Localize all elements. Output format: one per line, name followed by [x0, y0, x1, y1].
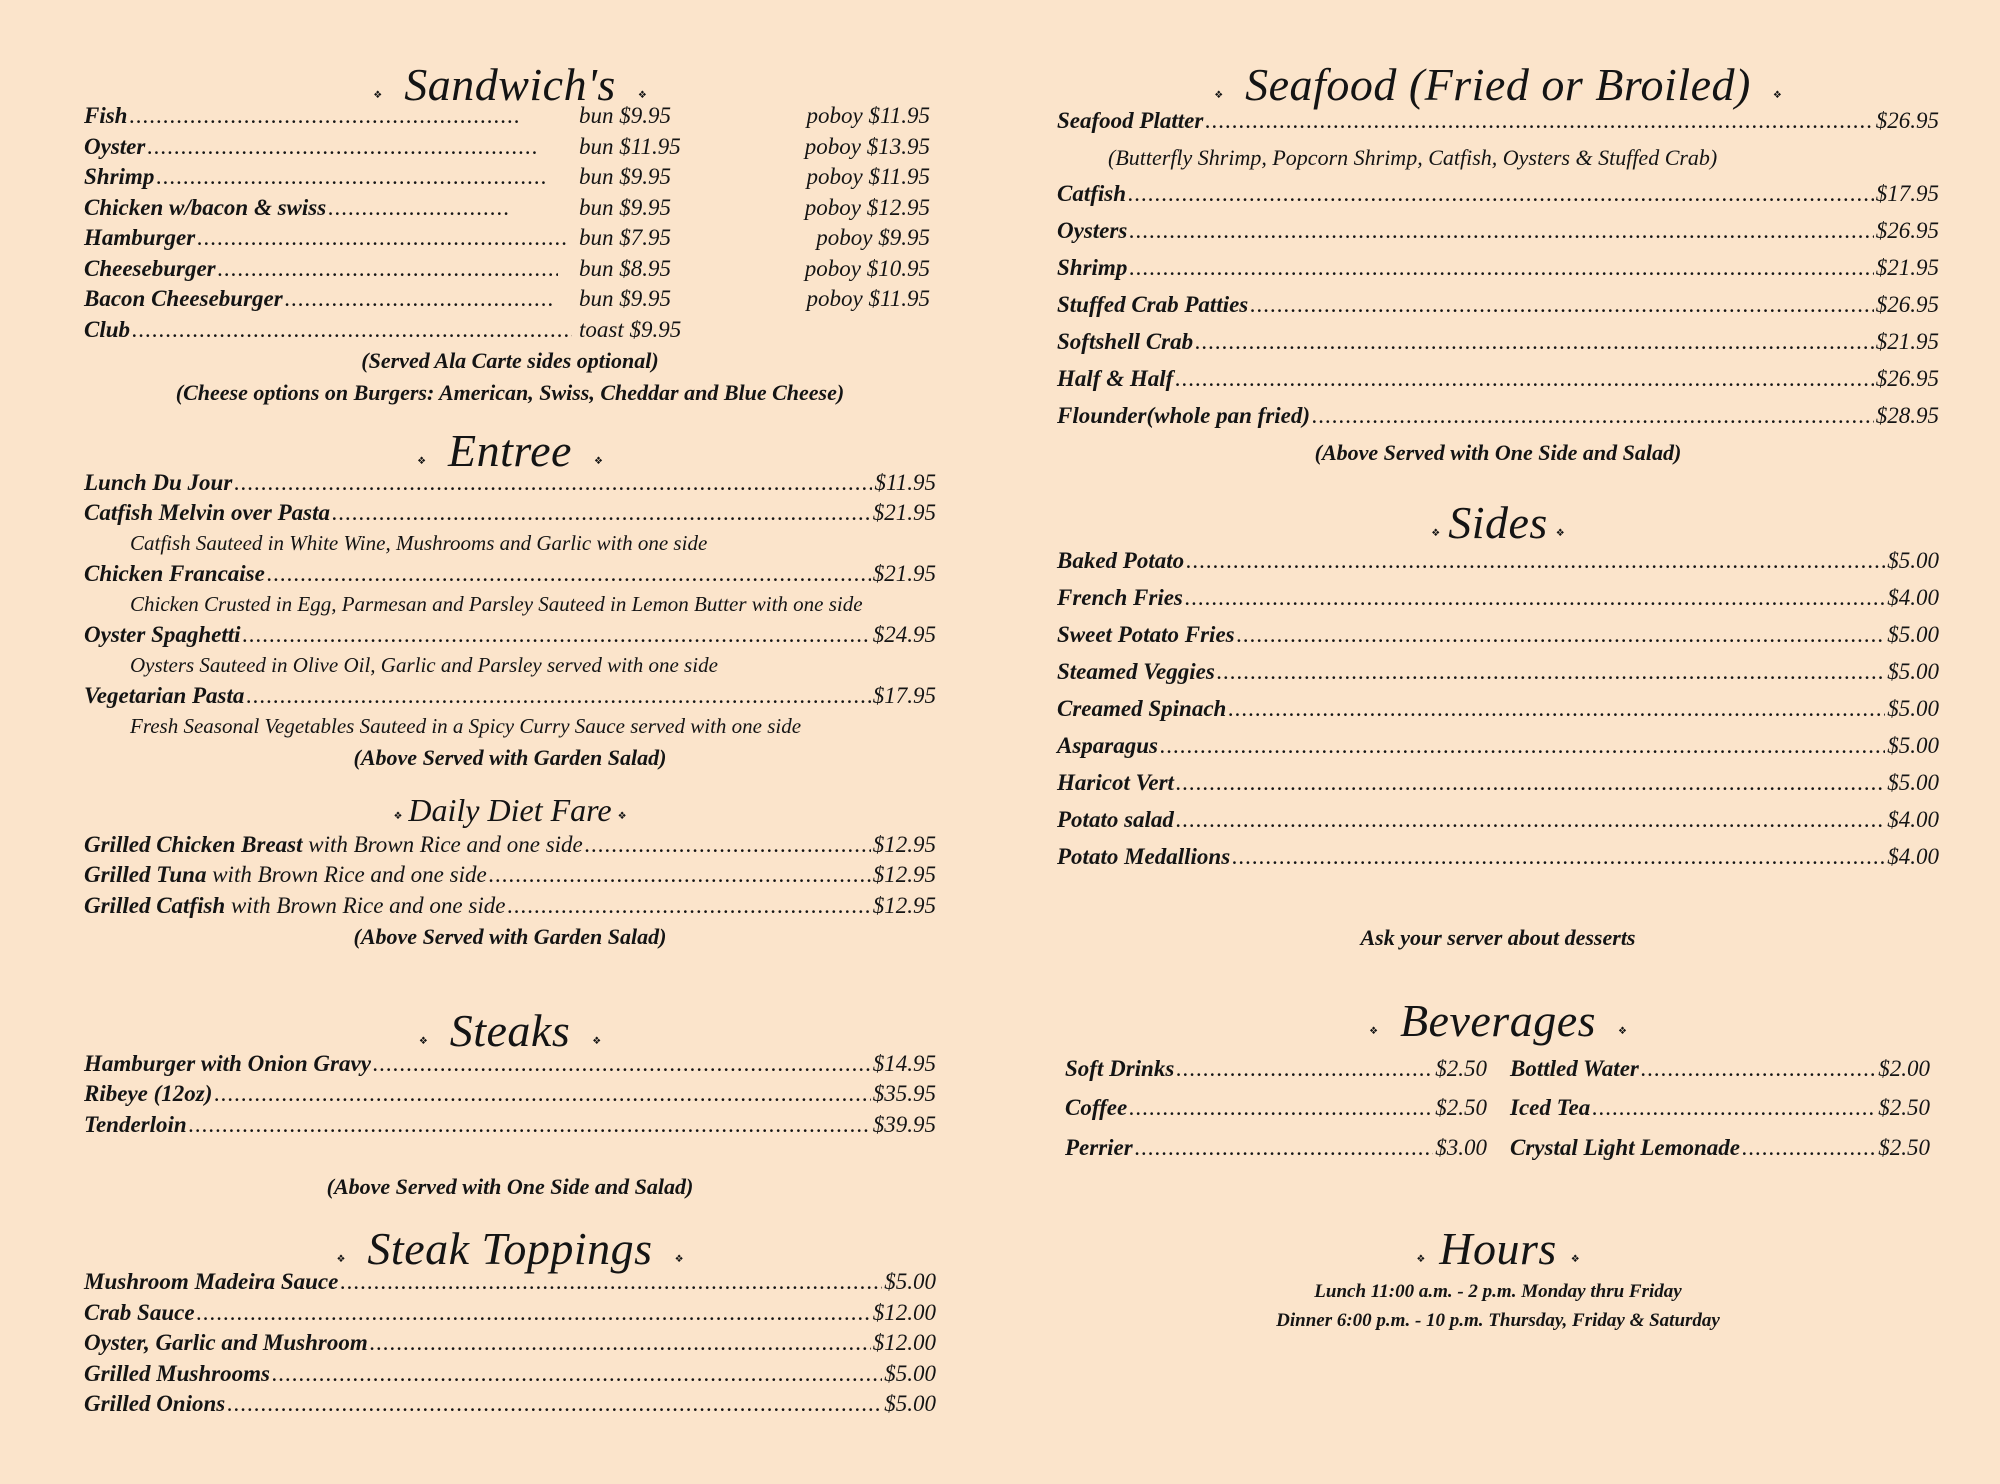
- poboy-price: poboy $11.95: [806, 164, 930, 189]
- item-description: Catfish Sauteed in White Wine, Mushrooms and Garlic with one side: [130, 531, 708, 555]
- item-price: $5.00: [884, 1391, 936, 1416]
- item-price: $28.95: [1875, 403, 1939, 428]
- item-name: Crystal Light Lemonade: [1510, 1135, 1740, 1160]
- menu-item: [1057, 329, 1939, 359]
- menu-item: [1057, 770, 1939, 800]
- bun-price: bun $9.95: [579, 164, 671, 189]
- diamond-ornament-icon: ❖: [674, 1253, 684, 1265]
- item-name: Cheeseburger: [84, 256, 216, 281]
- beverage-item: [1065, 1135, 1487, 1165]
- item-name: Vegetarian Pasta: [84, 683, 245, 708]
- item-detail: with Brown Rice and one side: [225, 893, 506, 918]
- cheese-note: (Cheese options on Burgers: American, Swiss, Cheddar and Blue Cheese): [175, 380, 845, 405]
- item-name: Bacon Cheeseburger: [84, 286, 283, 311]
- menu-item: [84, 470, 936, 500]
- menu-item: [84, 103, 930, 133]
- menu-item: [1057, 585, 1939, 615]
- item-price: $26.95: [1875, 366, 1939, 391]
- menu-item: [84, 1269, 936, 1299]
- item-name: Perrier: [1065, 1135, 1133, 1160]
- menu-item: [1057, 548, 1939, 578]
- diamond-ornament-icon: ❖: [1555, 527, 1565, 539]
- item-name: Flounder(whole pan fried): [1057, 403, 1311, 428]
- item-price: $17.95: [1875, 181, 1939, 206]
- menu-item: [1057, 108, 1939, 138]
- item-name: Crab Sauce: [84, 1300, 195, 1325]
- item-name: Shrimp: [1057, 255, 1128, 280]
- beverage-item: [1510, 1056, 1930, 1086]
- menu-item: [84, 862, 936, 892]
- beverage-item: [1510, 1135, 1930, 1165]
- item-name: Grilled Catfish: [84, 893, 226, 918]
- item-name: Steamed Veggies: [1057, 659, 1215, 684]
- item-price: $12.95: [872, 832, 936, 857]
- diamond-ornament-icon: ❖: [1416, 1253, 1426, 1265]
- diamond-ornament-icon: ❖: [1214, 89, 1224, 101]
- item-name: French Fries: [1057, 585, 1183, 610]
- item-price: $2.50: [1878, 1095, 1930, 1120]
- beverages-heading: [1057, 994, 1939, 1047]
- menu-item: [84, 832, 936, 862]
- item-price: $5.00: [1887, 659, 1939, 684]
- menu-item: [1057, 844, 1939, 874]
- hours-heading: [1057, 1222, 1939, 1275]
- poboy-price: poboy $13.95: [804, 134, 930, 159]
- item-description: Oysters Sauteed in Olive Oil, Garlic and Parsley served with one side: [130, 653, 718, 677]
- item-price: $21.95: [872, 561, 936, 586]
- bun-price: bun $11.95: [579, 134, 681, 159]
- menu-item: [1057, 807, 1939, 837]
- item-name: Catfish Melvin over Pasta: [84, 500, 330, 525]
- item-name: Tenderloin: [84, 1112, 187, 1137]
- item-name: Stuffed Crab Patties: [1057, 292, 1249, 317]
- item-name: Haricot Vert: [1057, 770, 1174, 795]
- item-name: Potato salad: [1057, 807, 1174, 832]
- menu-item: [84, 1330, 936, 1360]
- item-price: $21.95: [1875, 255, 1939, 280]
- menu-item: [84, 164, 930, 194]
- section-title: Hours: [1439, 1223, 1557, 1274]
- item-name: Oyster, Garlic and Mushroom: [84, 1330, 368, 1355]
- item-price: $5.00: [1887, 622, 1939, 647]
- diamond-ornament-icon: ❖: [1570, 1253, 1580, 1265]
- menu-item: [1057, 403, 1939, 433]
- item-name: Hamburger: [84, 225, 196, 250]
- diet-heading: [84, 792, 936, 829]
- menu-item: [84, 622, 936, 652]
- item-price: $5.00: [1887, 733, 1939, 758]
- item-name: Soft Drinks: [1065, 1056, 1175, 1081]
- steaks-note: (Above Served with One Side and Salad): [326, 1174, 694, 1199]
- item-name: Grilled Onions: [84, 1391, 226, 1416]
- item-price: $14.95: [872, 1051, 936, 1076]
- diamond-ornament-icon: ❖: [593, 455, 603, 467]
- menu-item: [84, 286, 930, 316]
- item-price: $21.95: [1875, 329, 1939, 354]
- item-name: Mushroom Madeira Sauce: [84, 1269, 339, 1294]
- seafood-note: (Above Served with One Side and Salad): [1314, 440, 1682, 465]
- item-name: Chicken Francaise: [84, 561, 265, 586]
- item-name: Grilled Tuna: [84, 862, 207, 887]
- item-price: $2.50: [1435, 1095, 1487, 1120]
- diamond-ornament-icon: ❖: [1431, 527, 1441, 539]
- bun-price: bun $9.95: [579, 195, 671, 220]
- item-price: $24.95: [872, 622, 936, 647]
- menu-item: [1057, 733, 1939, 763]
- item-name: Sweet Potato Fries: [1057, 622, 1235, 647]
- section-title: Steak Toppings: [367, 1223, 653, 1274]
- toppings-heading: [84, 1222, 936, 1275]
- item-price: $26.95: [1875, 108, 1939, 133]
- item-name: Chicken w/bacon & swiss: [84, 195, 327, 220]
- item-price: $39.95: [872, 1112, 936, 1137]
- item-price: $5.00: [1887, 770, 1939, 795]
- item-name: Oyster: [84, 134, 146, 159]
- bun-price: bun $7.95: [579, 225, 671, 250]
- section-title: Sides: [1448, 497, 1548, 548]
- diamond-ornament-icon: ❖: [637, 89, 647, 101]
- item-price: $3.00: [1435, 1135, 1487, 1160]
- diamond-ornament-icon: ❖: [1369, 1025, 1378, 1037]
- section-title: Daily Diet Fare: [408, 792, 612, 828]
- item-name: Lunch Du Jour: [84, 470, 233, 495]
- menu-item: [1057, 255, 1939, 285]
- menu-item: [1057, 622, 1939, 652]
- item-name: Coffee: [1065, 1095, 1128, 1120]
- menu-item: [84, 195, 930, 225]
- diamond-ornament-icon: ❖: [418, 1035, 428, 1047]
- item-price: $12.00: [872, 1330, 936, 1355]
- item-price: $4.00: [1887, 807, 1939, 832]
- item-name: Shrimp: [84, 164, 155, 189]
- item-name: Bottled Water: [1510, 1056, 1639, 1081]
- item-price: $35.95: [872, 1081, 936, 1106]
- item-name: Half & Half: [1057, 366, 1174, 391]
- item-price: $12.95: [872, 893, 936, 918]
- item-name: Seafood Platter: [1057, 108, 1204, 133]
- section-title: Entree: [448, 425, 572, 476]
- item-description: Fresh Seasonal Vegetables Sauteed in a Spicy Curry Sauce served with one side: [130, 714, 802, 738]
- diamond-ornament-icon: ❖: [373, 89, 383, 101]
- item-price: $17.95: [872, 683, 936, 708]
- menu-item: [1057, 366, 1939, 396]
- item-detail: with Brown Rice and one side: [206, 862, 487, 887]
- item-name: Fish: [84, 103, 128, 128]
- bun-price: bun $9.95: [579, 286, 671, 311]
- item-price: $4.00: [1887, 844, 1939, 869]
- item-price: $5.00: [1887, 548, 1939, 573]
- menu-item: [84, 225, 930, 255]
- beverage-item: [1065, 1095, 1487, 1125]
- diet-note: (Above Served with Garden Salad): [353, 924, 667, 949]
- diamond-ornament-icon: ❖: [617, 810, 627, 822]
- item-name: Iced Tea: [1510, 1095, 1591, 1120]
- bun-price: bun $8.95: [579, 256, 671, 281]
- diamond-ornament-icon: ❖: [592, 1035, 602, 1047]
- item-price: $2.50: [1878, 1135, 1930, 1160]
- menu-item: [84, 1361, 936, 1391]
- item-price: $5.00: [884, 1361, 936, 1386]
- menu-item: [84, 683, 936, 713]
- menu-item: [84, 317, 930, 347]
- section-title: Beverages: [1399, 995, 1597, 1046]
- item-price: $11.95: [874, 470, 936, 495]
- item-name: Grilled Mushrooms: [84, 1361, 270, 1386]
- section-title: Seafood (Fried or Broiled): [1245, 59, 1751, 110]
- poboy-price: poboy $9.95: [816, 225, 930, 250]
- item-name: Oysters: [1057, 218, 1128, 243]
- menu-item: [84, 1112, 936, 1142]
- item-name: Creamed Spinach: [1057, 696, 1227, 721]
- item-price: $12.95: [872, 862, 936, 887]
- item-name: Grilled Chicken Breast: [84, 832, 303, 857]
- menu-item: [84, 1300, 936, 1330]
- section-title: Sandwich's: [404, 59, 616, 110]
- section-title: Steaks: [449, 1005, 571, 1056]
- toast-price: toast $9.95: [579, 317, 682, 342]
- platter-description: (Butterfly Shrimp, Popcorn Shrimp, Catfish, Oysters & Stuffed Crab): [1108, 145, 1718, 170]
- beverage-item: [1065, 1056, 1487, 1086]
- poboy-price: poboy $10.95: [804, 256, 930, 281]
- item-detail: with Brown Rice and one side: [302, 832, 583, 857]
- dinner-hours: Dinner 6:00 p.m. - 10 p.m. Thursday, Friday & Saturday: [1276, 1310, 1720, 1331]
- item-name: Baked Potato: [1057, 548, 1185, 573]
- menu-item: [1057, 218, 1939, 248]
- diamond-ornament-icon: ❖: [1772, 89, 1782, 101]
- menu-item: [1057, 181, 1939, 211]
- menu-item: [1057, 292, 1939, 322]
- entree-note: (Above Served with Garden Salad): [353, 745, 667, 770]
- item-price: $5.00: [884, 1269, 936, 1294]
- item-name: Asparagus: [1057, 733, 1158, 758]
- menu-item: [84, 893, 936, 923]
- item-description: Chicken Crusted in Egg, Parmesan and Parsley Sauteed in Lemon Butter with one side: [130, 592, 863, 616]
- item-price: $26.95: [1875, 218, 1939, 243]
- item-name: Ribeye (12oz): [84, 1081, 213, 1106]
- item-price: $2.50: [1435, 1056, 1487, 1081]
- menu-item: [84, 134, 930, 164]
- steaks-heading: [84, 1004, 936, 1057]
- menu-item: [84, 561, 936, 591]
- seafood-heading: [1057, 58, 1939, 111]
- diamond-ornament-icon: ❖: [393, 810, 403, 822]
- poboy-price: poboy $12.95: [804, 195, 930, 220]
- bun-price: bun $9.95: [579, 103, 671, 128]
- menu-item: [1057, 659, 1939, 689]
- item-price: $26.95: [1875, 292, 1939, 317]
- diamond-ornament-icon: ❖: [336, 1253, 346, 1265]
- beverage-item: [1510, 1095, 1930, 1125]
- item-price: $4.00: [1887, 585, 1939, 610]
- item-name: Club: [84, 317, 131, 342]
- lunch-hours: Lunch 11:00 a.m. - 2 p.m. Monday thru Friday: [1314, 1281, 1682, 1302]
- poboy-price: poboy $11.95: [806, 103, 930, 128]
- item-price: $5.00: [1887, 696, 1939, 721]
- diamond-ornament-icon: ❖: [417, 455, 427, 467]
- item-price: $2.00: [1878, 1056, 1930, 1081]
- menu-item: [1057, 696, 1939, 726]
- item-name: Hamburger with Onion Gravy: [84, 1051, 371, 1076]
- sides-heading: [1057, 496, 1939, 549]
- item-name: Potato Medallions: [1057, 844, 1231, 869]
- sandwich-note: (Served Ala Carte sides optional): [361, 348, 659, 373]
- menu-item: [84, 256, 930, 286]
- desserts-note: Ask your server about desserts: [1360, 925, 1636, 950]
- menu-item: [84, 1081, 936, 1111]
- menu-item: [84, 1051, 936, 1081]
- menu-item: [84, 500, 936, 530]
- item-name: Catfish: [1057, 181, 1127, 206]
- item-price: $21.95: [872, 500, 936, 525]
- item-name: Oyster Spaghetti: [84, 622, 241, 647]
- item-price: $12.00: [872, 1300, 936, 1325]
- diamond-ornament-icon: ❖: [1618, 1025, 1627, 1037]
- menu-item: [84, 1391, 936, 1421]
- item-name: Softshell Crab: [1057, 329, 1194, 354]
- poboy-price: poboy $11.95: [806, 286, 930, 311]
